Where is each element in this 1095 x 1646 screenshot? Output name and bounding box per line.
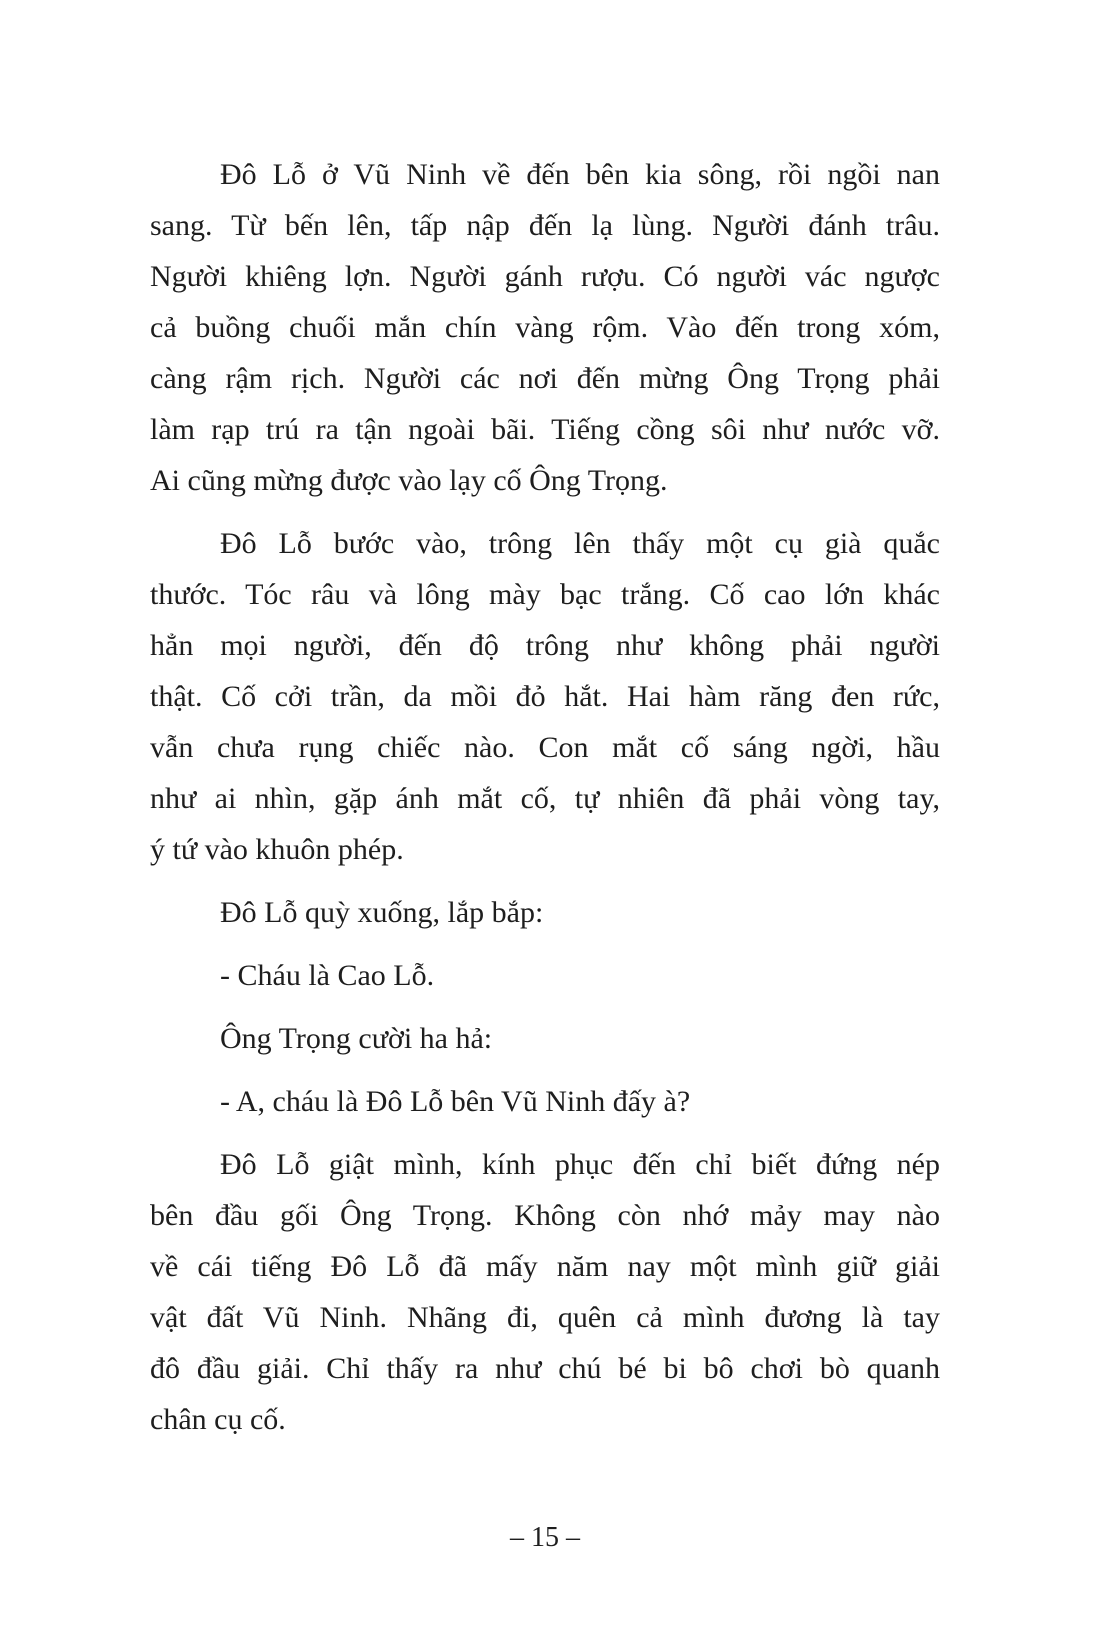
prose-paragraph [150, 1139, 940, 1445]
text-line: làm rạp trú ra tận ngoài bãi. Tiếng cồng sôi như nước vỡ. [150, 413, 940, 446]
text-line: chân cụ cố. [150, 1403, 286, 1436]
prose-paragraph [150, 149, 940, 506]
text-line: Đô Lỗ ở Vũ Ninh về đến bên kia sông, rồi ngồi nan [220, 158, 940, 191]
text-line: sang. Từ bến lên, tấp nập đến lạ lùng. Người đánh trâu. [150, 209, 940, 242]
text-line: vẫn chưa rụng chiếc nào. Con mắt cố sáng ngời, hầu [150, 731, 940, 764]
text-line: càng rậm rịch. Người các nơi đến mừng Ông Trọng phải [150, 362, 940, 395]
text-line: cả buồng chuối mắn chín vàng rộm. Vào đến trong xóm, [150, 311, 940, 344]
text-line: Đô Lỗ quỳ xuống, lắp bắp: [220, 896, 544, 929]
dialogue-paragraph [150, 887, 940, 938]
text-line: Đô Lỗ bước vào, trông lên thấy một cụ già quắc [220, 527, 940, 560]
text-line: - A, cháu là Đô Lỗ bên Vũ Ninh đấy à? [220, 1085, 691, 1118]
dialogue-paragraph [150, 1076, 940, 1127]
text-line: ý tứ vào khuôn phép. [150, 833, 404, 866]
text-line: bên đầu gối Ông Trọng. Không còn nhớ mảy may nào [150, 1199, 940, 1232]
text-line: Ai cũng mừng được vào lạy cố Ông Trọng. [150, 464, 668, 497]
text-line: - Cháu là Cao Lỗ. [220, 959, 435, 992]
dialogue-paragraph [150, 950, 940, 1001]
text-line: về cái tiếng Đô Lỗ đã mấy năm nay một mình giữ giải [150, 1250, 940, 1283]
text-line: đô đầu giải. Chỉ thấy ra như chú bé bi bô chơi bò quanh [150, 1352, 940, 1385]
prose-paragraph [150, 518, 940, 875]
text-block [150, 149, 940, 1457]
page-number: – 15 – [510, 1522, 580, 1553]
text-line: thật. Cố cởi trần, da mồi đỏ hắt. Hai hàm răng đen rức, [150, 680, 940, 713]
dialogue-paragraph [150, 1013, 940, 1064]
text-line: như ai nhìn, gặp ánh mắt cố, tự nhiên đã phải vòng tay, [150, 782, 940, 815]
text-line: hẳn mọi người, đến độ trông như không phải người [150, 629, 940, 662]
text-line: Đô Lỗ giật mình, kính phục đến chỉ biết đứng nép [220, 1148, 940, 1181]
text-line: vật đất Vũ Ninh. Nhãng đi, quên cả mình đương là tay [150, 1301, 940, 1334]
text-line: thước. Tóc râu và lông mày bạc trắng. Cố cao lớn khác [150, 578, 940, 611]
text-line: Ông Trọng cười ha hả: [220, 1022, 493, 1055]
text-line: Người khiêng lợn. Người gánh rượu. Có người vác ngược [150, 260, 940, 293]
